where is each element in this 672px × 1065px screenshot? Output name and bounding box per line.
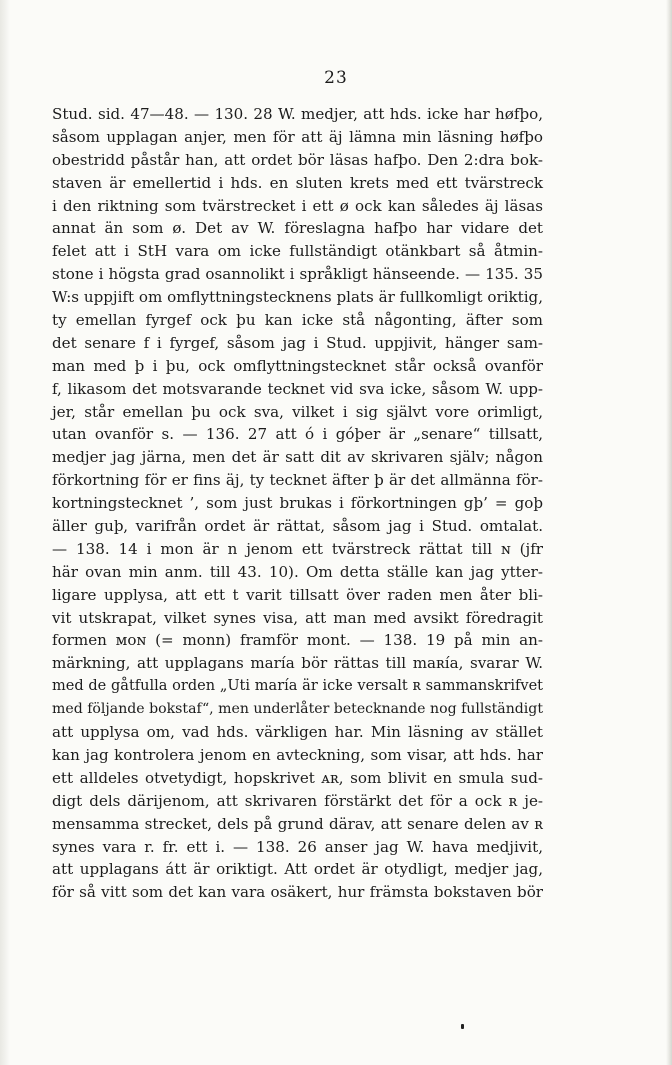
page-number: 23 xyxy=(324,68,348,88)
text-line: ty emellan fyrgef ock þu kan icke stå någonting, äfter som xyxy=(52,311,543,330)
text-line: kortningstecknet ’, som just brukas i förkortningen gþ’ = goþ xyxy=(52,494,543,513)
text-line: Stud. sid. 47—48. — 130. 28 W. medjer, att hds. icke har høfþo, xyxy=(52,105,543,123)
text-line: märkning, att upplagans maría bör rättas till maʀía, svarar W. xyxy=(52,654,543,673)
text-line: — 138. 14 i mon är n jenom ett tvärstreck rättat till ɴ (jfr xyxy=(52,539,543,558)
text-line: det senare f i fyrgef, såsom jag i Stud. uppjivit, hänger sam- xyxy=(52,333,543,352)
text-line: i den riktning som tvärstrecket i ett ø ock kan således äj läsas xyxy=(52,196,543,215)
text-line: W:s uppjift om omflyttningstecknens plats är fullkomligt oriktig, xyxy=(52,288,543,307)
text-line: felet att i StH vara om icke fullständigt otänkbart så åtmin- xyxy=(52,242,543,261)
page-edge-shadow-left xyxy=(0,0,10,1065)
text-line: här ovan min anm. till 43. 10). Om detta ställe kan jag ytter- xyxy=(52,562,543,581)
text-line: att upplagans átt är oriktigt. Att ordet är otydligt, medjer jag, xyxy=(52,860,543,879)
text-line: äller guþ, varifrån ordet är rättat, såsom jag i Stud. omtalat. xyxy=(52,517,543,536)
text-line: man med þ i þu, ock omflyttningstecknet står också ovanför xyxy=(52,356,543,375)
text-line: förkortning för er fins äj, ty tecknet äfter þ är det allmänna för- xyxy=(52,471,543,490)
text-line: med följande bokstaf“, men underlåter betecknande nog fullständigt xyxy=(52,701,543,718)
text-line: annat än som ø. Det av W. föreslagna hafþo har vidare det xyxy=(52,219,543,238)
text-line: obestridd påstår han, att ordet bör läsas hafþo. Den 2:dra bok- xyxy=(52,150,543,169)
text-line: jer, står emellan þu ock sva, vilket i sig självt vore orimligt, xyxy=(52,402,543,421)
text-line: att upplysa om, vad hds. värkligen har. Min läsning av stället xyxy=(52,723,543,742)
page-edge-shadow-right xyxy=(666,0,672,1065)
text-line: med de gåtfulla orden „Uti maría är icke versalt ʀ sammanskrifvet xyxy=(52,678,543,695)
text-line: formen ᴍᴏɴ (= monn) framför mont. — 138. 19 på min an- xyxy=(52,631,543,650)
text-line: utan ovanför s. — 136. 27 att ó i góþer är „senare“ tillsatt, xyxy=(52,425,543,444)
text-line: digt dels därijenom, att skrivaren förstärkt det för a ock ʀ je- xyxy=(52,791,543,810)
body-text xyxy=(52,103,543,904)
text-line: vit utskrapat, vilket synes visa, att man med avsikt föredragit xyxy=(52,608,543,627)
text-line: f, likasom det motsvarande tecknet vid sva icke, såsom W. upp- xyxy=(52,379,543,398)
text-line: kan jag kontrolera jenom en avteckning, som visar, att hds. har xyxy=(52,745,543,764)
text-line: för så vitt som det kan vara osäkert, hur främsta bokstaven bör xyxy=(52,883,543,902)
text-line: såsom upplagan anjer, men för att äj lämna min läsning høfþo xyxy=(52,127,543,146)
text-line: mensamma strecket, dels på grund därav, att senare delen av ʀ xyxy=(52,814,543,833)
ink-speck xyxy=(461,1024,464,1029)
text-line: ligare upplysa, att ett t varit tillsatt över raden men åter bli- xyxy=(52,585,543,604)
text-line: staven är emellertid i hds. en sluten krets med ett tvärstreck xyxy=(52,173,543,192)
text-line: ett alldeles otvetydigt, hopskrivet ᴀʀ, som blivit en smula sud- xyxy=(52,768,543,787)
text-line: synes vara r. fr. ett i. — 138. 26 anser jag W. hava medjivit, xyxy=(52,837,543,856)
text-line: stone i högsta grad osannolikt i språkligt hänseende. — 135. 35 xyxy=(52,265,543,284)
text-line: medjer jag järna, men det är satt dit av skrivaren själv; någon xyxy=(52,448,543,467)
